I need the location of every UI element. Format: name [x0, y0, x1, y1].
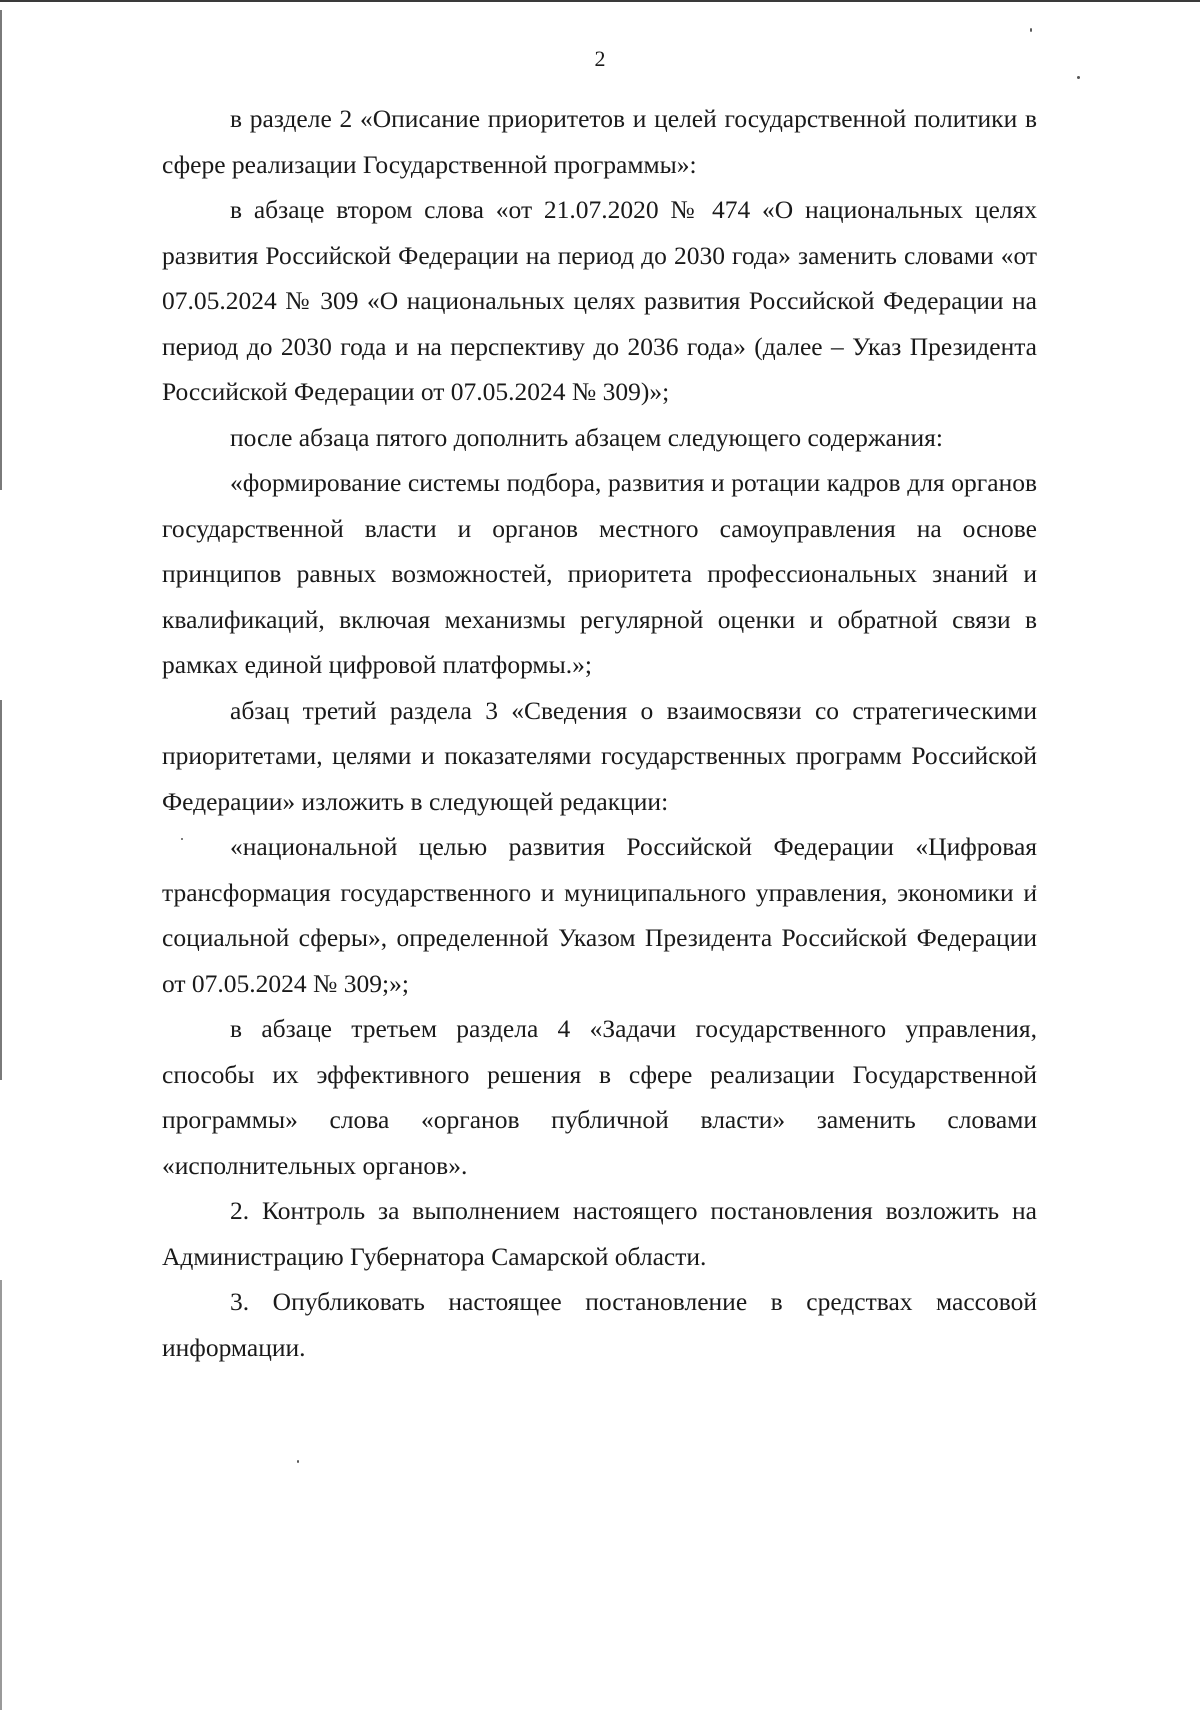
numbered-paragraph: 3. Опубликовать настоящее постановление в средствах массовой информации.	[162, 1287, 1037, 1362]
paragraph: абзац третий раздела 3 «Сведения о взаимосвязи со стратегическими приоритетами, целями и показателями государственных программ Российской Федерации» изложить в следующей редакции:	[162, 695, 1037, 816]
page-number: 2	[594, 46, 606, 71]
paragraph: в абзаце третьем раздела 4 «Задачи государственного управления, способы их эффективного решения в сфере реализации Государственной программы» слова «органов публичной власти» заменить словами «исполнительных органов».	[162, 1014, 1037, 1180]
scan-left-edge	[0, 1280, 2, 1710]
scan-edge-line	[0, 0, 1200, 2]
scan-left-edge	[0, 10, 2, 490]
scan-left-edge	[0, 700, 2, 1080]
scan-speck	[1030, 28, 1032, 32]
paragraph: «национальной целью развития Российской Федерации «Цифровая трансформация государственного и муниципального управления, экономики и социальной сферы», определенной Указом Президента Российской Федерации от 07.05.2024 № 309;»;	[162, 832, 1037, 998]
document-body	[162, 96, 1037, 1370]
scan-speck	[1077, 76, 1080, 79]
paragraph: в разделе 2 «Описание приоритетов и целей государственной политики в сфере реализации Государственной программы»:	[162, 104, 1037, 179]
paragraph: после абзаца пятого дополнить абзацем следующего содержания:	[230, 422, 943, 452]
scan-speck	[297, 1460, 299, 1463]
numbered-paragraph: 2. Контроль за выполнением настоящего постановления возложить на Администрацию Губернатора Самарской области.	[162, 1196, 1037, 1271]
paragraph: «формирование системы подбора, развития и ротации кадров для органов государственной власти и органов местного самоуправления на основе принципов равных возможностей, приоритета профессиональных знаний и квалификаций, включая механизмы регулярной оценки и обратной связи в рамках единой цифровой платформы.»;	[162, 468, 1037, 679]
paragraph: в абзаце втором слова «от 21.07.2020 № 474 «О национальных целях развития Российской Федерации на период до 2030 года» заменить словами «от 07.05.2024 № 309 «О национальных целях развития Российской Федерации на период до 2030 года и на перспективу до 2036 года» (далее – Указ Президента Российской Федерации от 07.05.2024 № 309)»;	[162, 195, 1037, 406]
